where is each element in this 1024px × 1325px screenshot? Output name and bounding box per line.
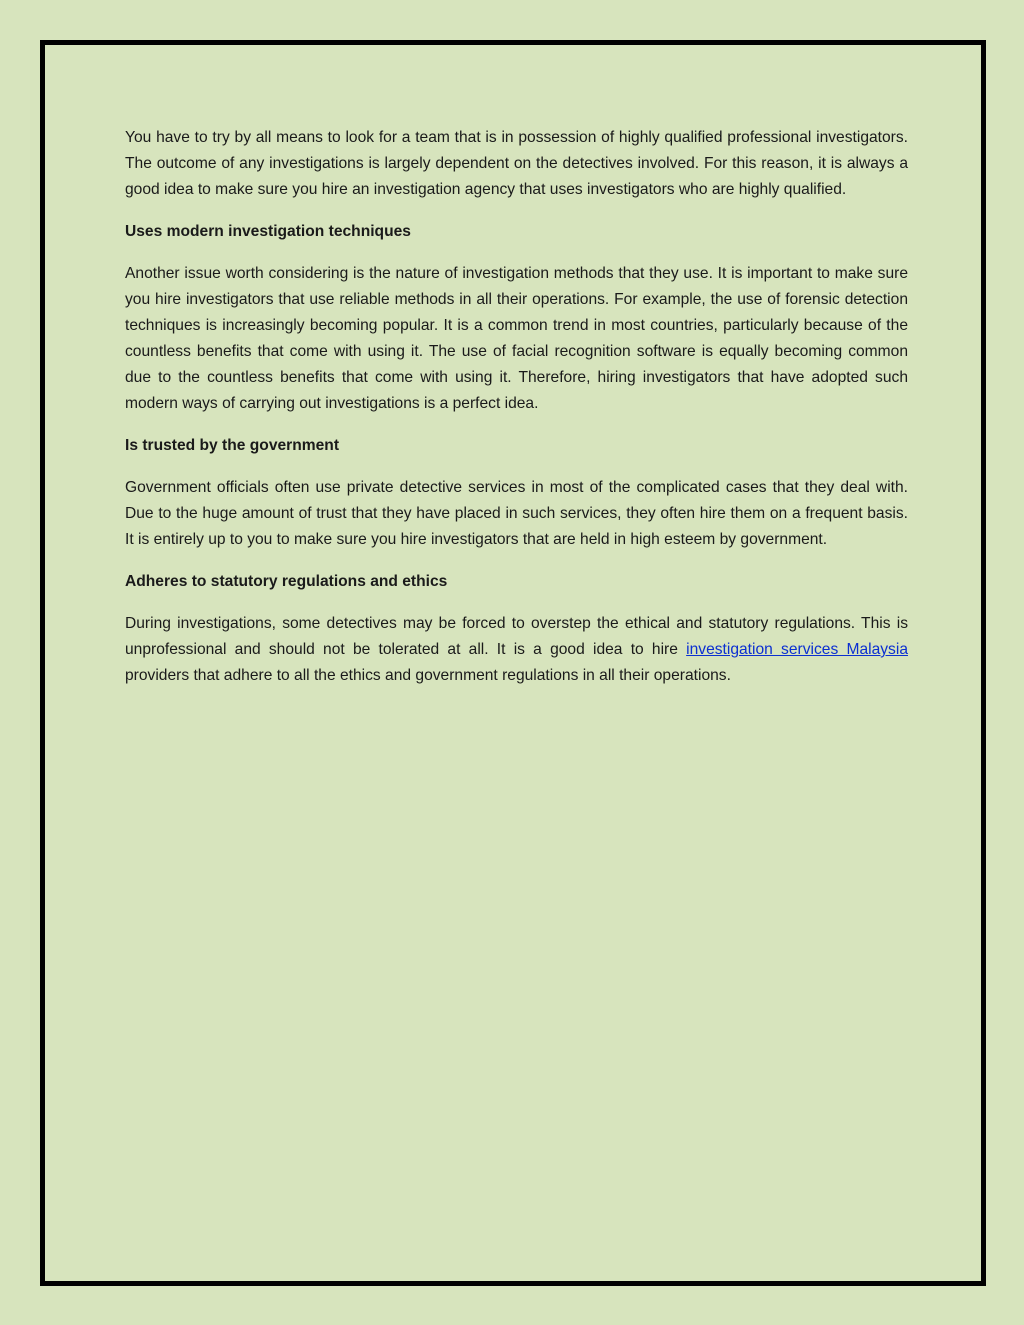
document-body xyxy=(125,125,908,705)
paragraph-regulations-ethics xyxy=(125,611,908,689)
investigation-services-link[interactable]: investigation services Malaysia xyxy=(686,641,908,658)
page-frame xyxy=(40,40,986,1286)
heading-regulations-ethics: Adheres to statutory regulations and ethics xyxy=(125,573,448,590)
paragraph-text-after-link: providers that adhere to all the ethics and government regulations in all their operations. xyxy=(125,667,731,684)
paragraph-trusted-government: Government officials often use private detective services in most of the complicated cases that they deal with. Due to the huge amount of trust that they have placed in such services, they often hire them on a frequent basis. It is entirely up to you to make sure you hire investigators that are held in high esteem by government. xyxy=(125,479,908,548)
paragraph-text-before-link: During investigations, some detectives may be forced to overstep the ethical and statutory regulations. This is unprofessional and should not be tolerated at all. It is a good idea to hire xyxy=(125,615,908,658)
paragraph-modern-techniques: Another issue worth considering is the nature of investigation methods that they use. It is important to make sure you hire investigators that use reliable methods in all their operations. For example, the use of forensic detection techniques is increasingly becoming popular. It is a common trend in most countries, particularly because of the countless benefits that come with using it. The use of facial recognition software is equally becoming common due to the countless benefits that come with using it. Therefore, hiring investigators that have adopted such modern ways of carrying out investigations is a perfect idea. xyxy=(125,265,908,412)
heading-modern-techniques: Uses modern investigation techniques xyxy=(125,223,411,240)
paragraph-qualified-investigators: You have to try by all means to look for a team that is in possession of highly qualified professional investigators. The outcome of any investigations is largely dependent on the detectives involved. For this reason, it is always a good idea to make sure you hire an investigation agency that uses investigators who are highly qualified. xyxy=(125,129,908,198)
heading-trusted-government: Is trusted by the government xyxy=(125,437,340,454)
